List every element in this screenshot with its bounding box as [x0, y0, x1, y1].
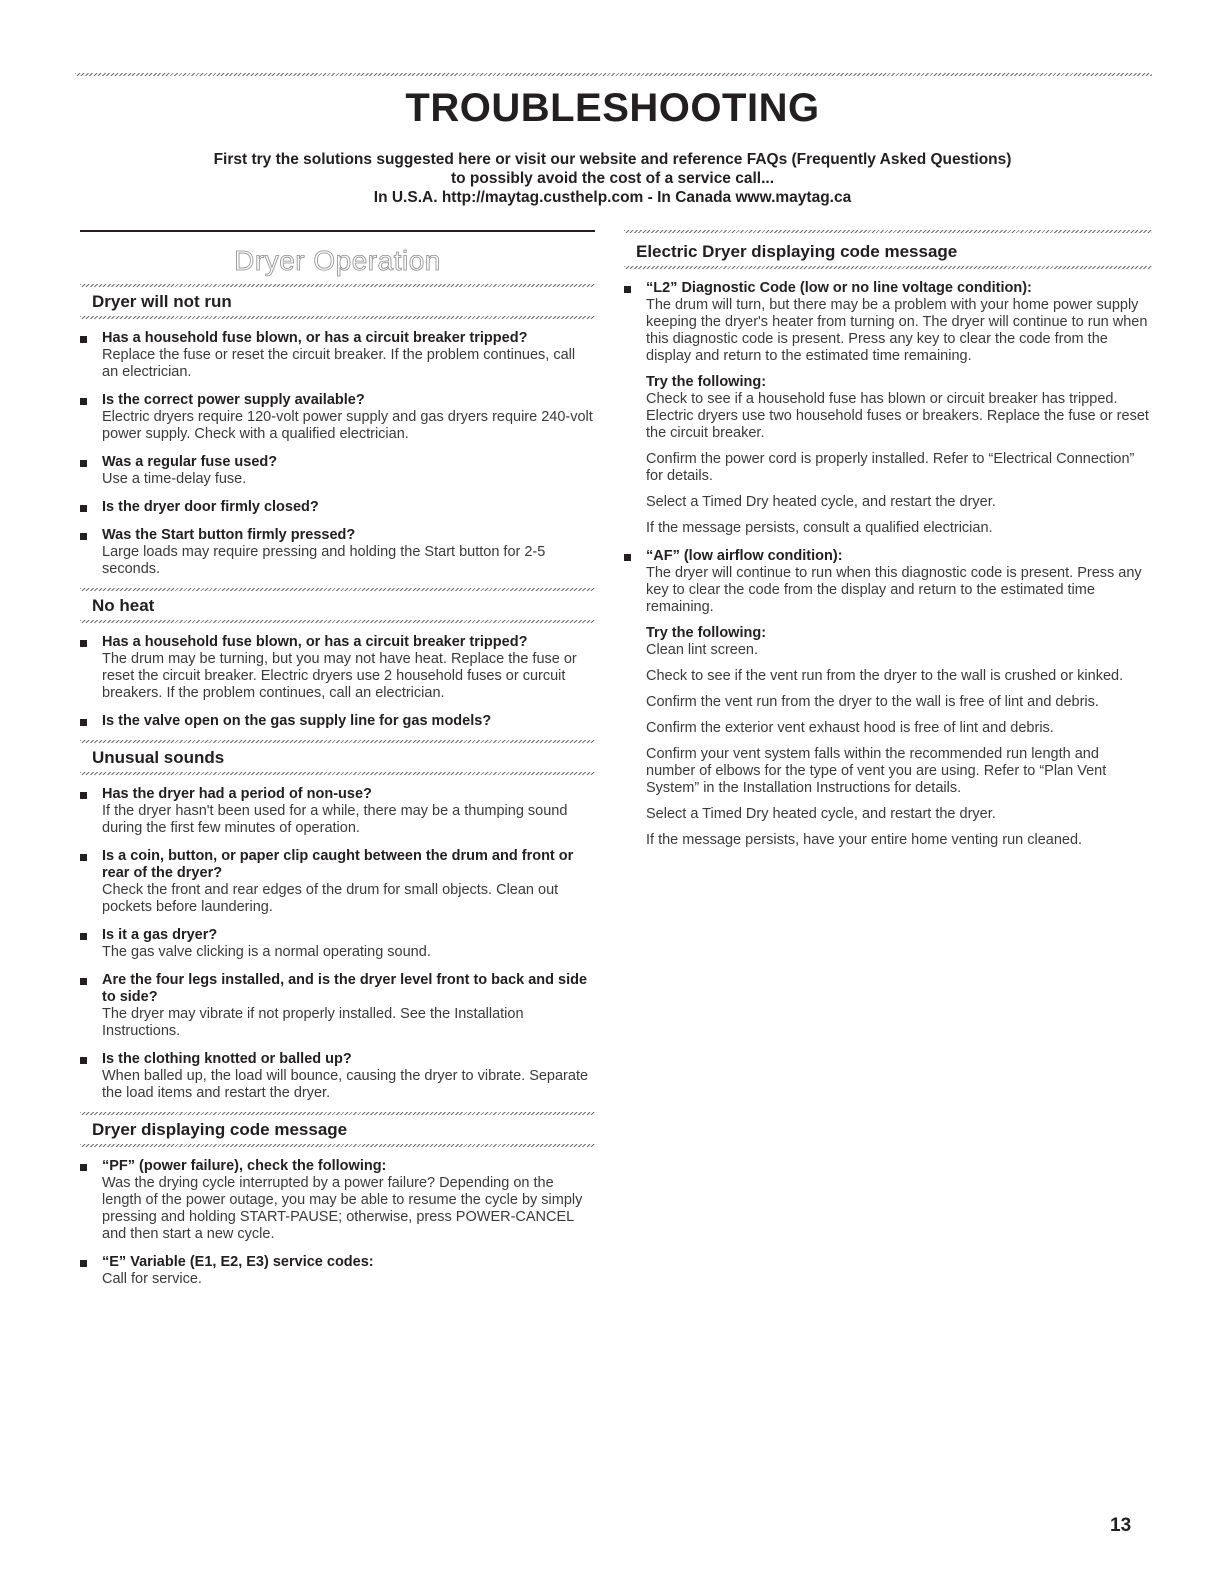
answer: Check the front and rear edges of the drum for small objects. Clean out pockets before laundering.	[102, 882, 559, 915]
answer: Use a time-delay fuse.	[102, 471, 247, 487]
bullet-icon	[80, 336, 87, 343]
heading-divider	[80, 588, 595, 591]
section-title: Dryer Operation	[234, 245, 441, 276]
right-column-rule	[624, 230, 1152, 233]
question: “PF” (power failure), check the following:	[102, 1158, 387, 1174]
answer: The dryer will continue to run when this diagnostic code is present. Press any key to clear the code from the display and return to the estimated time remaining.	[646, 565, 1142, 615]
answer: Call for service.	[102, 1271, 202, 1287]
paragraph: Confirm your vent system falls within the recommended run length and number of elbows for the type of vent you are using. Refer to “Plan Vent System” in the Installation Instructions for details.	[646, 746, 1107, 796]
section-heading: No heat	[92, 596, 155, 615]
bullet-icon	[80, 1164, 87, 1171]
question: Is a coin, button, or paper clip caught between the drum and front or rear of the dryer?	[102, 848, 574, 881]
answer: The drum may be turning, but you may not have heat. Replace the fuse or reset the circuit breaker. Electric dryers use 2 household fuses or curcuit breakers. If the problem continues, call an electrician.	[102, 651, 577, 701]
paragraph: Select a Timed Dry heated cycle, and restart the dryer.	[646, 806, 996, 822]
question: Was a regular fuse used?	[102, 454, 278, 470]
question: Is the correct power supply available?	[102, 392, 365, 408]
left-column	[80, 230, 595, 1298]
question: Has the dryer had a period of non-use?	[102, 786, 372, 802]
question: “E” Variable (E1, E2, E3) service codes:	[102, 1254, 374, 1270]
paragraph: Confirm the vent run from the dryer to the wall is free of lint and debris.	[646, 694, 1099, 710]
list-item	[80, 527, 595, 578]
troubleshoot-section	[80, 284, 595, 578]
troubleshoot-section	[80, 588, 595, 730]
question: Are the four legs installed, and is the dryer level front to back and side to side?	[102, 972, 588, 1005]
bullet-icon	[80, 933, 87, 940]
bullet-icon	[80, 1057, 87, 1064]
troubleshoot-section	[80, 1112, 595, 1288]
heading-divider	[80, 1112, 595, 1115]
question: Is the clothing knotted or balled up?	[102, 1051, 352, 1067]
paragraph: If the message persists, have your entire home venting run cleaned.	[646, 832, 1083, 848]
left-column-rule	[80, 230, 595, 232]
list-item	[80, 1158, 595, 1243]
question: Has a household fuse blown, or has a circuit breaker tripped?	[102, 634, 528, 650]
answer: If the dryer hasn't been used for a while, there may be a thumping sound during the first few minutes of operation.	[102, 803, 568, 836]
bullet-icon	[624, 286, 631, 293]
list-item	[80, 927, 595, 961]
bullet-icon	[80, 640, 87, 647]
section-heading: Electric Dryer displaying code message	[636, 242, 958, 261]
question: Is it a gas dryer?	[102, 927, 218, 943]
list-item	[80, 392, 595, 443]
paragraph: Check to see if a household fuse has blown or circuit breaker has tripped. Electric dryers use two household fuses or breakers. Replace the fuse or reset the circuit breaker.	[646, 391, 1149, 441]
paragraph: Check to see if the vent run from the dryer to the wall is crushed or kinked.	[646, 668, 1124, 684]
heading-divider	[80, 1144, 595, 1147]
intro-line: to possibly avoid the cost of a service call...	[450, 170, 775, 187]
bullet-icon	[80, 533, 87, 540]
bullet-icon	[80, 505, 87, 512]
troubleshoot-section	[80, 740, 595, 1102]
intro-line: First try the solutions suggested here or visit our website and reference FAQs (Frequently Asked Questions)	[213, 151, 1012, 168]
question: Is the valve open on the gas supply line for gas models?	[102, 713, 492, 729]
paragraph: Select a Timed Dry heated cycle, and restart the dryer.	[646, 494, 996, 510]
list-item	[80, 1051, 595, 1102]
intro-line: In U.S.A. http://maytag.custhelp.com - In Canada www.maytag.ca	[373, 189, 852, 206]
left-sections	[80, 284, 595, 1288]
answer: Electric dryers require 120-volt power supply and gas dryers require 240-volt power supply. Check with a qualified electrician.	[102, 409, 593, 442]
list-item	[624, 548, 1152, 849]
page-number: 13	[1110, 1515, 1132, 1536]
answer: The gas valve clicking is a normal operating sound.	[102, 944, 431, 960]
subheading: Try the following:	[646, 374, 767, 390]
bullet-icon	[80, 978, 87, 985]
list-item	[80, 499, 595, 516]
list-item	[80, 848, 595, 916]
list-item	[80, 786, 595, 837]
top-divider	[75, 73, 1152, 76]
bullet-icon	[80, 854, 87, 861]
answer: When balled up, the load will bounce, causing the dryer to vibrate. Separate the load items and restart the dryer.	[102, 1068, 589, 1101]
bullet-icon	[80, 792, 87, 799]
list-item	[624, 280, 1152, 537]
heading-divider	[624, 266, 1152, 269]
answer: Replace the fuse or reset the circuit breaker. If the problem continues, call an electrician.	[102, 347, 576, 380]
list-item	[80, 972, 595, 1040]
paragraph: Confirm the power cord is properly installed. Refer to “Electrical Connection” for details.	[646, 451, 1135, 484]
section-heading: Unusual sounds	[92, 748, 225, 767]
right-column	[624, 230, 1152, 849]
right-items	[624, 280, 1152, 849]
question: Was the Start button firmly pressed?	[102, 527, 356, 543]
question: “L2” Diagnostic Code (low or no line voltage condition):	[646, 280, 1032, 296]
question: Is the dryer door firmly closed?	[102, 499, 319, 515]
section-heading: Dryer will not run	[92, 292, 232, 311]
bullet-icon	[80, 719, 87, 726]
answer: The drum will turn, but there may be a problem with your home power supply keeping the dryer's heater from turning on. The dryer will continue to run when this diagnostic code is present. Press any key to clear the code from the display and return to the estimated time remaining.	[646, 297, 1148, 364]
page-title: TROUBLESHOOTING	[405, 86, 820, 130]
heading-divider	[80, 284, 595, 287]
paragraph: If the message persists, consult a qualified electrician.	[646, 520, 993, 536]
question: “AF” (low airflow condition):	[646, 548, 843, 564]
bullet-icon	[80, 398, 87, 405]
question: Has a household fuse blown, or has a circuit breaker tripped?	[102, 330, 528, 346]
list-item	[80, 713, 595, 730]
paragraph: Clean lint screen.	[646, 642, 759, 658]
bullet-icon	[80, 460, 87, 467]
section-heading: Dryer displaying code message	[92, 1120, 348, 1139]
answer: Large loads may require pressing and holding the Start button for 2-5 seconds.	[102, 544, 546, 577]
subheading: Try the following:	[646, 625, 767, 641]
paragraph: Confirm the exterior vent exhaust hood is free of lint and debris.	[646, 720, 1054, 736]
heading-divider	[80, 316, 595, 319]
heading-divider	[80, 740, 595, 743]
bullet-icon	[80, 1260, 87, 1267]
bullet-icon	[624, 554, 631, 561]
list-item	[80, 634, 595, 702]
answer: The dryer may vibrate if not properly installed. See the Installation Instructions.	[102, 1006, 524, 1039]
heading-divider	[80, 772, 595, 775]
list-item	[80, 1254, 595, 1288]
list-item	[80, 454, 595, 488]
answer: Was the drying cycle interrupted by a power failure? Depending on the length of the power outage, you may be able to resume the cycle by simply pressing and holding START-PAUSE; otherwise, press POWER-CANCEL and then start a new cycle.	[102, 1175, 583, 1242]
list-item	[80, 330, 595, 381]
heading-divider	[80, 620, 595, 623]
intro	[0, 150, 1225, 207]
